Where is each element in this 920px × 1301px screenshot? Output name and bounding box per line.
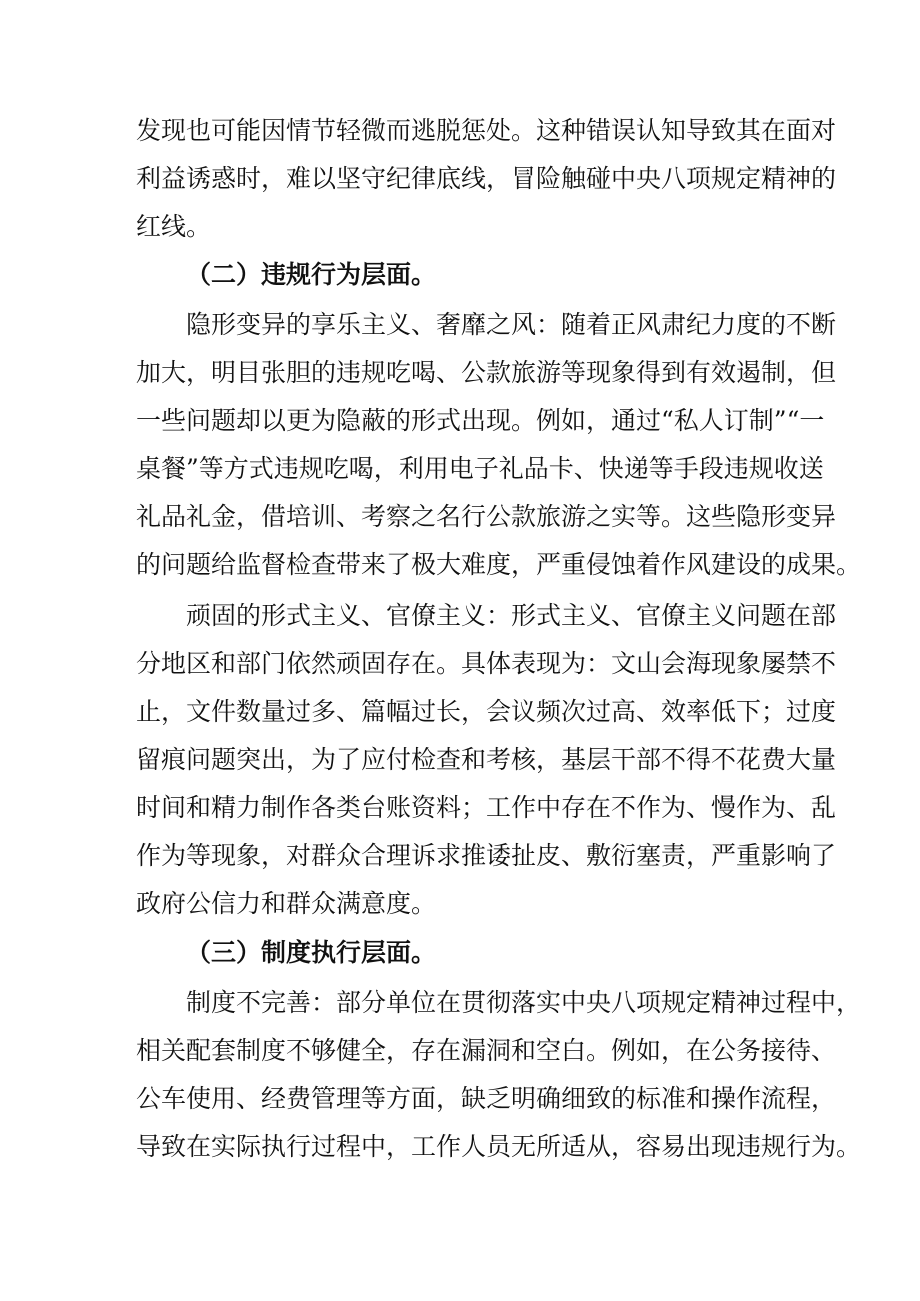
paragraph-line: 隐形变异的享乐主义、奢靡之风：随着正风肃纪力度的不断 [186, 310, 837, 339]
paragraph-line: 留痕问题突出，为了应付检查和考核，基层干部不得不花费大量 [136, 745, 837, 774]
paragraph-line: 作为等现象，对群众合理诉求推诿扯皮、敷衍塞责，严重影响了 [136, 841, 837, 870]
paragraph-line: 导致在实际执行过程中，工作人员无所适从，容易出现违规行为。 [136, 1132, 862, 1161]
paragraph-line: 顽固的形式主义、官僚主义：形式主义、官僚主义问题在部 [186, 601, 837, 630]
paragraph-line: 礼品礼金，借培训、考察之名行公款旅游之实等。这些隐形变异 [136, 502, 837, 531]
paragraph-line: 相关配套制度不够健全，存在漏洞和空白。例如，在公务接待、 [136, 1036, 837, 1065]
paragraph-line: 公车使用、经费管理等方面，缺乏明确细致的标准和操作流程， [136, 1084, 837, 1113]
paragraph-line: 时间和精力制作各类台账资料；工作中存在不作为、慢作为、乱 [136, 793, 837, 822]
paragraph-line: 制度不完善：部分单位在贯彻落实中央八项规定精神过程中， [186, 988, 862, 1017]
paragraph-line: 桌餐”等方式违规吃喝，利用电子礼品卡、快递等手段违规收送 [136, 454, 824, 483]
paragraph-line: 一些问题却以更为隐蔽的形式出现。例如，通过“私人订制”“一 [136, 406, 825, 435]
paragraph-line: 利益诱惑时，难以坚守纪律底线，冒险触碰中央八项规定精神的 [136, 164, 837, 193]
section-heading: （二）违规行为层面。 [186, 260, 437, 289]
paragraph-line: 的问题给监督检查带来了极大难度，严重侵蚀着作风建设的成果。 [136, 550, 862, 579]
paragraph-line: 政府公信力和群众满意度。 [136, 889, 437, 918]
paragraph-line: 发现也可能因情节轻微而逃脱惩处。这种错误认知导致其在面对 [136, 116, 837, 145]
paragraph-line: 红线。 [136, 212, 212, 241]
paragraph-line: 分地区和部门依然顽固存在。具体表现为：文山会海现象屡禁不 [136, 649, 837, 678]
section-heading: （三）制度执行层面。 [186, 938, 437, 967]
paragraph-line: 止，文件数量过多、篇幅过长，会议频次过高、效率低下；过度 [136, 697, 837, 726]
paragraph-line: 加大，明目张胆的违规吃喝、公款旅游等现象得到有效遏制，但 [136, 358, 837, 387]
